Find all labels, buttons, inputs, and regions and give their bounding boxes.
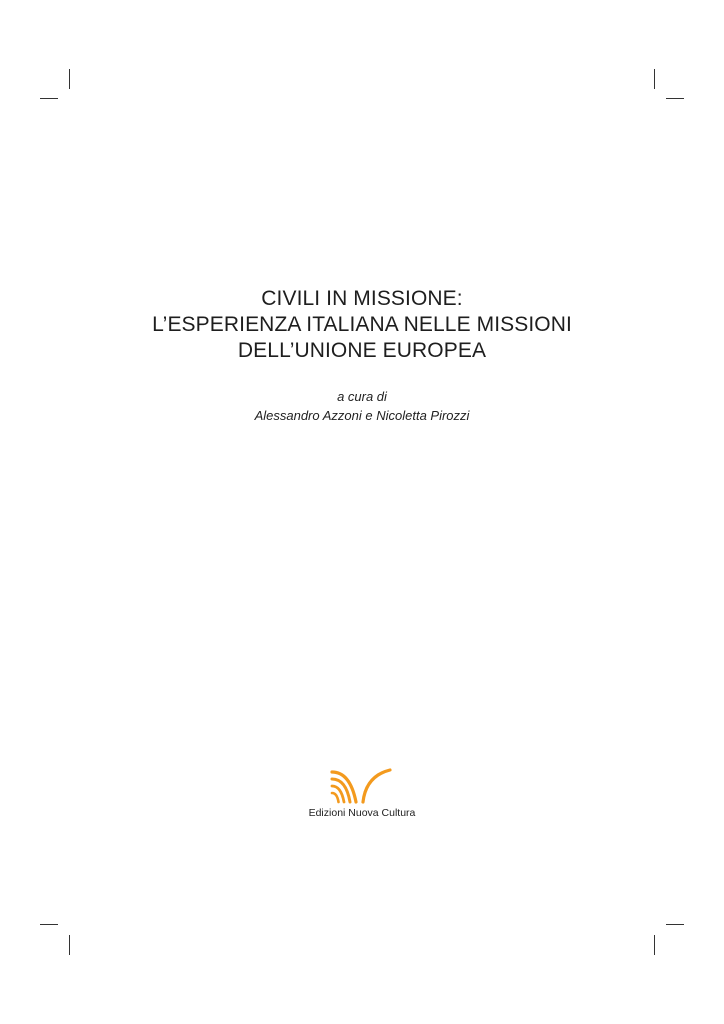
crop-mark-top-left-horizontal xyxy=(40,98,58,99)
crop-mark-bottom-right-vertical xyxy=(654,935,655,955)
publisher-name: Edizioni Nuova Cultura xyxy=(308,807,416,819)
book-title xyxy=(0,286,724,364)
editors-names: Alessandro Azzoni e Nicoletta Pirozzi xyxy=(254,408,470,423)
sound-wave-arc-logo-icon xyxy=(330,766,394,806)
crop-mark-bottom-right-horizontal xyxy=(666,924,684,925)
crop-mark-top-right-horizontal xyxy=(666,98,684,99)
crop-mark-bottom-left-horizontal xyxy=(40,924,58,925)
title-line-3: DELL’UNIONE EUROPEA xyxy=(237,339,487,362)
editors-intro: a cura di xyxy=(337,389,387,404)
publisher-block xyxy=(0,766,724,820)
crop-mark-top-left-vertical xyxy=(69,69,70,89)
crop-mark-top-right-vertical xyxy=(654,69,655,89)
title-line-1: CIVILI IN MISSIONE: xyxy=(261,287,463,310)
title-line-2: L’ESPERIENZA ITALIANA NELLE MISSIONI xyxy=(152,313,572,336)
editors-block xyxy=(0,387,724,425)
crop-mark-bottom-left-vertical xyxy=(69,935,70,955)
